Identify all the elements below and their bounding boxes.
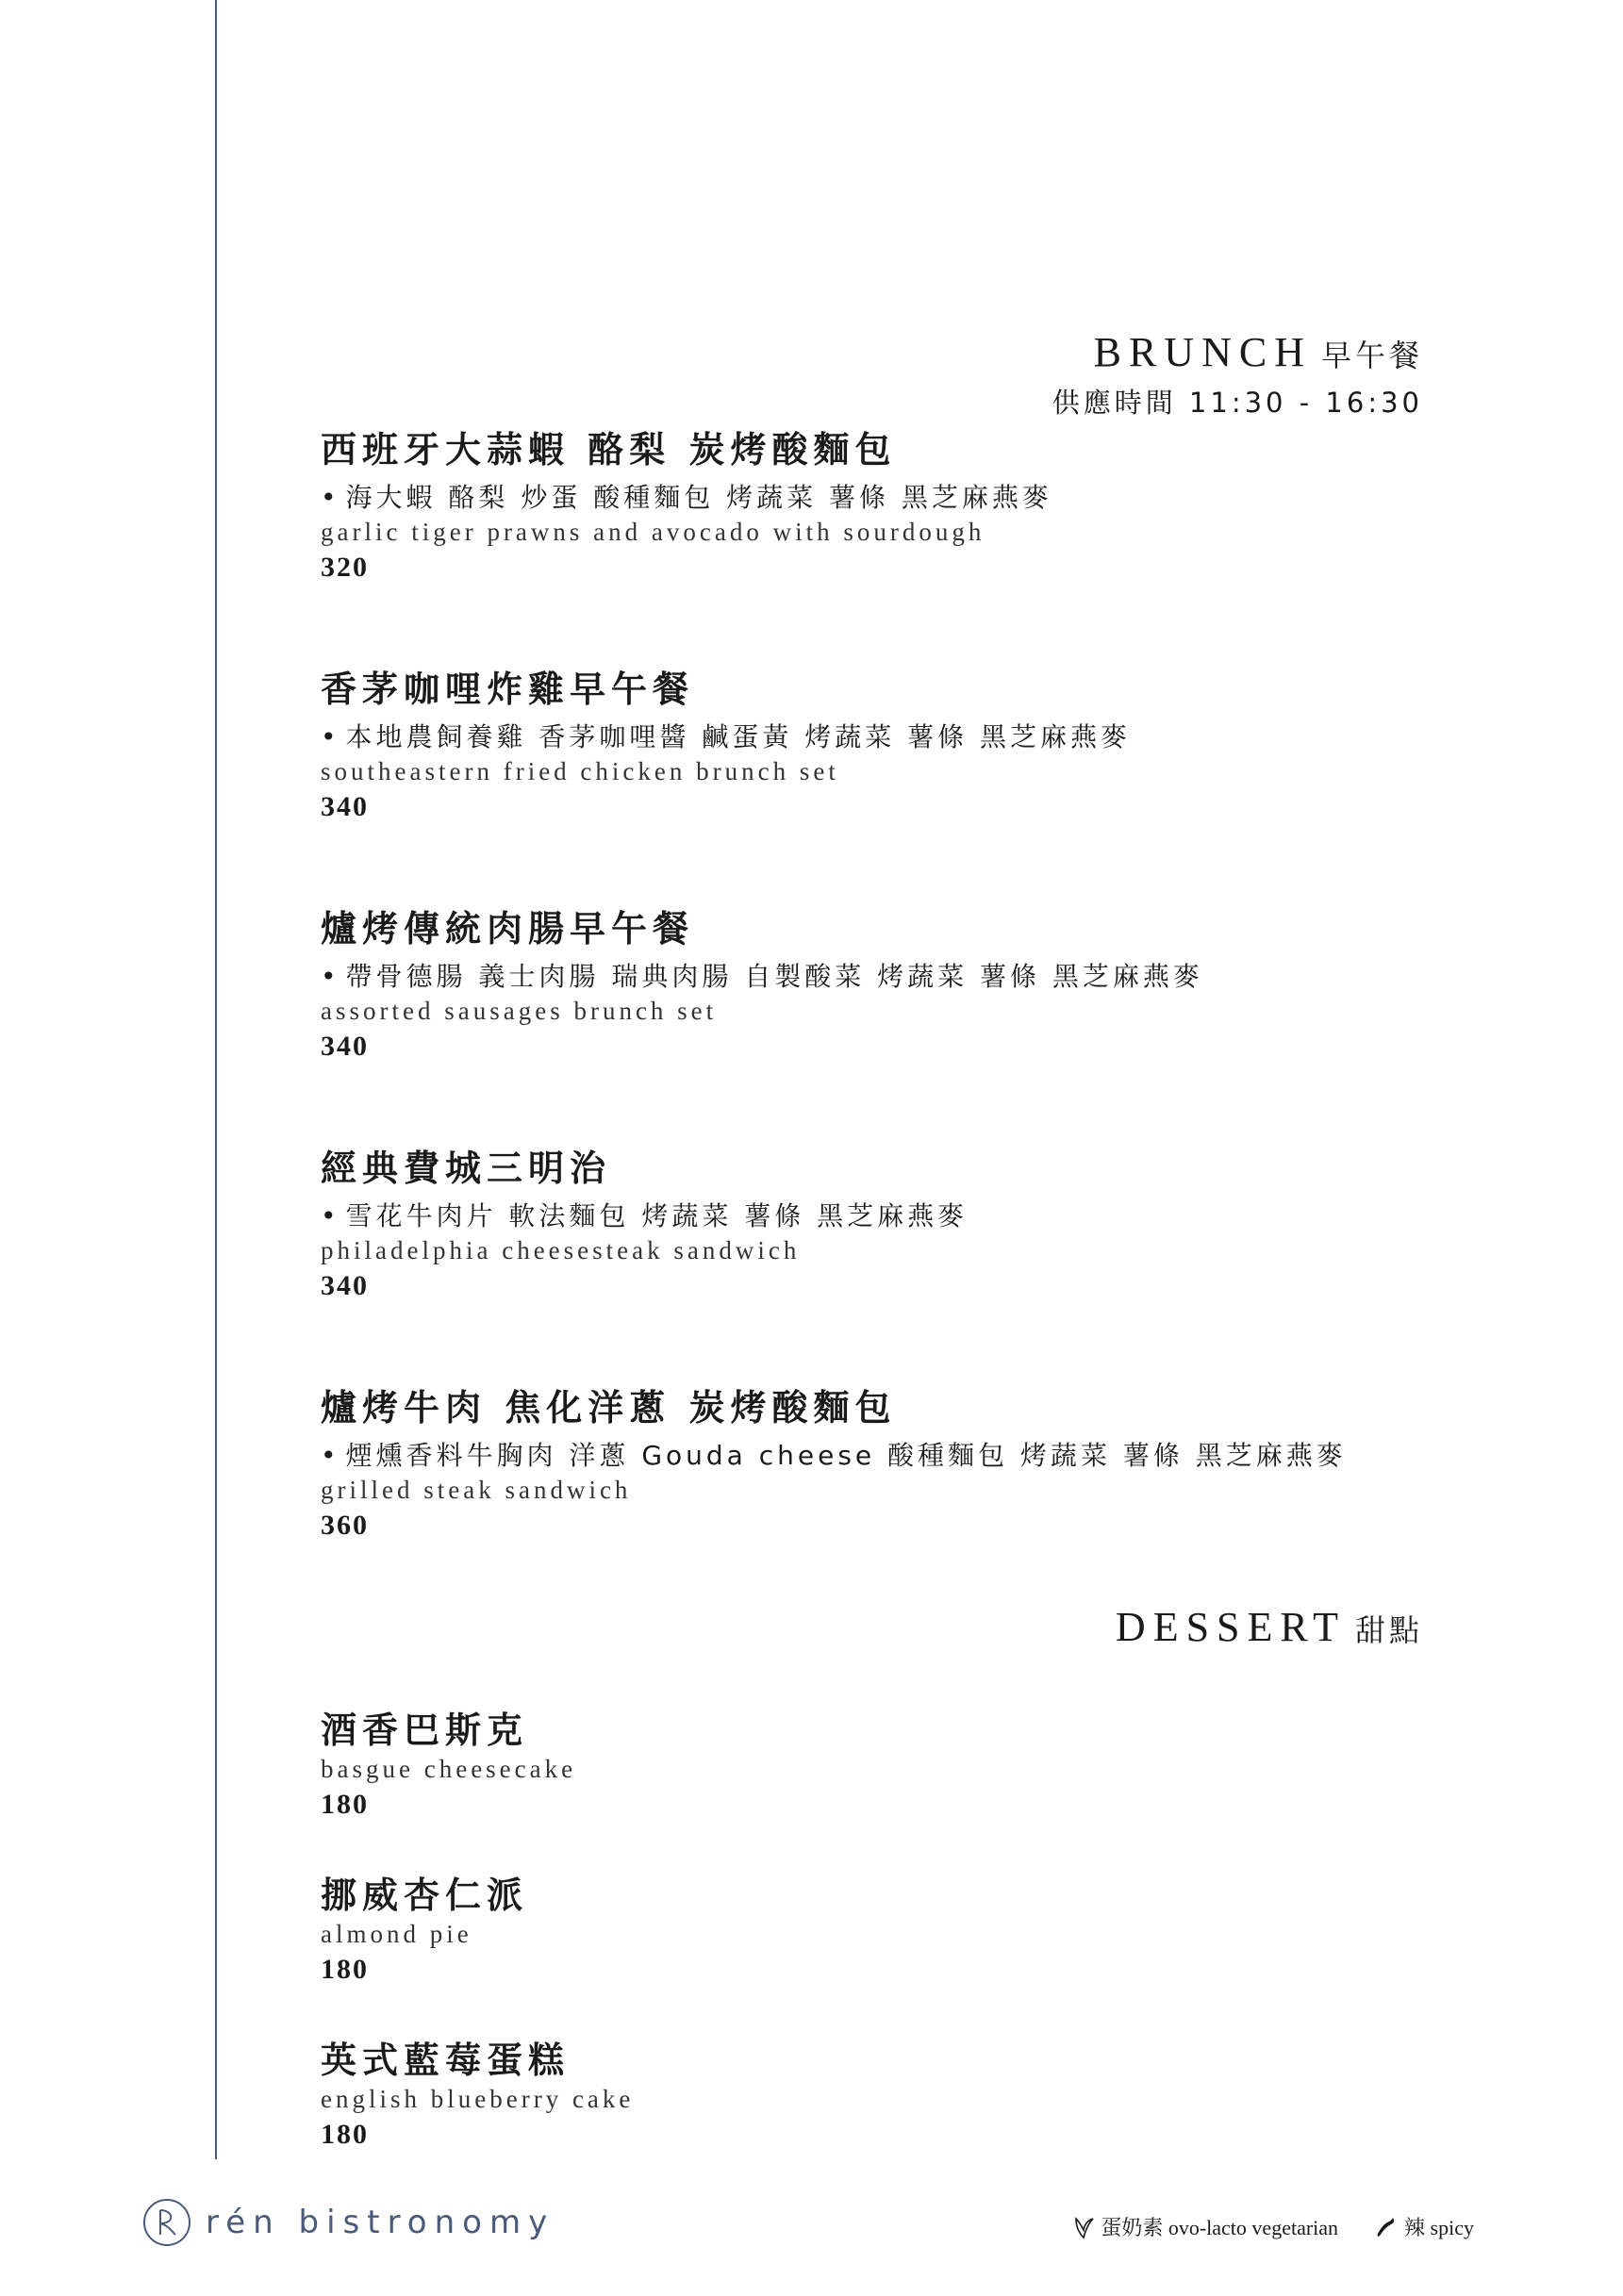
- item-name-zh: 經典費城三明治: [321, 1148, 612, 1189]
- item-price: 340: [321, 1270, 369, 1301]
- menu-item: [321, 1384, 1452, 1624]
- item-name-zh: 英式藍莓蛋糕: [321, 2040, 571, 2081]
- bullet-icon: •: [321, 482, 340, 513]
- menu-item: [321, 2037, 1452, 2202]
- item-name-en: english blueberry cake: [321, 2085, 635, 2113]
- brand-name: rén bistronomy: [206, 2204, 555, 2241]
- vertical-divider-line: [215, 0, 217, 2159]
- item-description: • 煙燻香料牛胸肉 洋蔥 Gouda cheese 酸種麵包 烤蔬菜 薯條 黑芝麻燕麥: [321, 1440, 1347, 1471]
- dessert-title-en: DESSERT: [1115, 1604, 1346, 1650]
- bullet-icon: •: [321, 1200, 340, 1231]
- item-price: 340: [321, 791, 369, 822]
- item-name-zh: 挪威杏仁派: [321, 1875, 529, 1916]
- brunch-menu-list: [321, 426, 1452, 1624]
- menu-item: [321, 1872, 1452, 2037]
- chili-icon: [1374, 2215, 1399, 2239]
- item-description: • 本地農飼養雞 香茅咖哩醬 鹹蛋黃 烤蔬菜 薯條 黑芝麻燕麥: [321, 721, 1132, 752]
- item-price: 180: [321, 2119, 369, 2150]
- item-price: 320: [321, 552, 369, 583]
- item-name-en: grilled steak sandwich: [321, 1476, 632, 1504]
- brunch-title-en: BRUNCH: [1093, 329, 1312, 375]
- item-name-zh: 爐烤傳統肉腸早午餐: [321, 908, 695, 950]
- item-name-zh: 香茅咖哩炸雞早午餐: [321, 669, 695, 710]
- item-name-zh: 酒香巴斯克: [321, 1710, 529, 1751]
- r-monogram-icon: [143, 2199, 190, 2246]
- leaf-icon: [1072, 2215, 1095, 2239]
- item-name-zh: 爐烤牛肉 焦化洋蔥 炭烤酸麵包: [321, 1387, 897, 1429]
- brunch-title-zh: 早午餐: [1320, 338, 1423, 373]
- dessert-title-zh: 甜點: [1354, 1612, 1423, 1648]
- item-price: 340: [321, 1031, 369, 1062]
- legend-spicy-label: 辣 spicy: [1404, 2216, 1474, 2239]
- item-price: 180: [321, 1954, 369, 1985]
- item-name-en: basgue cheesecake: [321, 1755, 577, 1783]
- item-price: 180: [321, 1789, 369, 1820]
- item-name-en: assorted sausages brunch set: [321, 997, 718, 1025]
- item-name-en: southeastern fried chicken brunch set: [321, 757, 839, 785]
- menu-item: [321, 905, 1452, 1145]
- menu-item: [321, 1145, 1452, 1384]
- item-description: • 海大蝦 酪梨 炒蛋 酸種麵包 烤蔬菜 薯條 黑芝麻燕麥: [321, 482, 1052, 513]
- menu-item: [321, 1707, 1452, 1872]
- bullet-icon: •: [321, 961, 340, 992]
- item-name-zh: 西班牙大蒜蝦 酪梨 炭烤酸麵包: [321, 429, 897, 471]
- legend-vegetarian-label: 蛋奶素 ovo-lacto vegetarian: [1101, 2216, 1339, 2239]
- item-name-en: almond pie: [321, 1920, 472, 1948]
- legend-spicy: [1374, 2212, 1474, 2241]
- brunch-hours: 供應時間 11:30 - 16:30: [1052, 387, 1423, 419]
- dessert-menu-list: [321, 1707, 1452, 2202]
- bullet-icon: •: [321, 1440, 340, 1471]
- footer-brand: [143, 2199, 555, 2246]
- dietary-legend: [1036, 2212, 1474, 2241]
- item-price: 360: [321, 1510, 369, 1541]
- menu-item: [321, 666, 1452, 905]
- item-description: • 帶骨德腸 義士肉腸 瑞典肉腸 自製酸菜 烤蔬菜 薯條 黑芝麻燕麥: [321, 961, 1203, 992]
- dessert-header: [1116, 1603, 1423, 1651]
- item-name-en: philadelphia cheesesteak sandwich: [321, 1236, 801, 1264]
- brunch-header: [1052, 328, 1423, 421]
- legend-vegetarian: [1072, 2212, 1338, 2241]
- item-description: • 雪花牛肉片 軟法麵包 烤蔬菜 薯條 黑芝麻燕麥: [321, 1200, 969, 1231]
- menu-item: [321, 426, 1452, 666]
- bullet-icon: •: [321, 721, 340, 752]
- item-name-en: garlic tiger prawns and avocado with sourdough: [321, 518, 985, 546]
